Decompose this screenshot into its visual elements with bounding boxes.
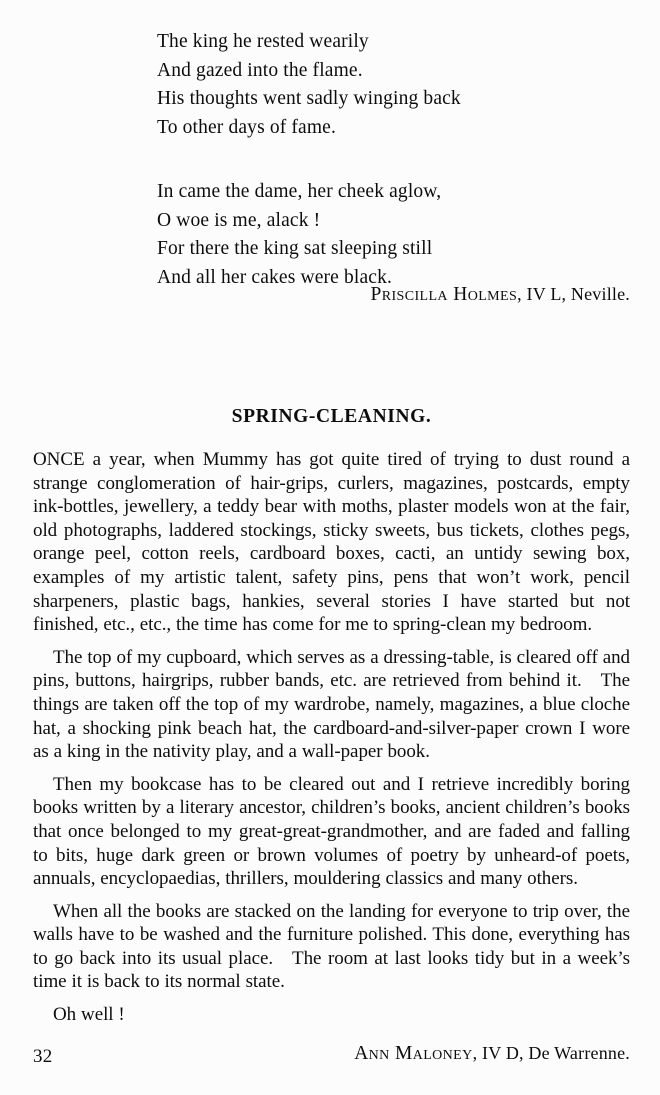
article-author-details: , IV D, De Warrenne. (472, 1042, 630, 1063)
article-paragraph: When all the books are stacked on the landing for everyone to trip over, the walls have to be washed and the furniture polished. This done, everything has to go back into its usual place. The room at last looks tidy but in a week’s time it is back to its normal state. (33, 900, 630, 993)
article-paragraph: ONCE a year, when Mummy has got quite tired of trying to dust round a strange conglomeration of hair-grips, curlers, magazines, postcards, empty ink-bottles, jewellery, a teddy bear with moths, plaster models won at the fair, old photographs, laddered stockings, sticky sweets, bus tickets, clothes pegs, orange peel, cotton reels, cardboard boxes, cacti, an untidy sewing box, examples of my artistic talent, safety pins, pens that won’t work, pencil sharpeners, plastic bags, hankies, several stories I have started but not finished, etc., etc., the time has come for me to spring-clean my bedroom. (33, 449, 630, 636)
poem-attribution (157, 282, 630, 307)
poem-line: His thoughts went sadly winging back (157, 88, 461, 109)
poem-line: O woe is me, alack ! (157, 209, 321, 231)
poem-line: For there the king sat sleeping still (157, 238, 433, 259)
poem-stanza (157, 28, 577, 142)
poem-author-name: Priscilla Holmes (370, 284, 518, 305)
page-number: 32 (33, 1046, 53, 1067)
article-heading: SPRING-CLEANING. (231, 406, 432, 427)
poem-stanza (157, 178, 577, 292)
article-paragraph: Then my bookcase has to be cleared out and I retrieve incredibly boring books written by a literary ancestor, children’s books, ancient children’s books that once belonged to my great-great-grandmother, and are faded and falling to bits, huge dark green or brown volumes of poetry by unheard-of poets, annuals, encyclopaedias, thrillers, mouldering classics and many others. (33, 773, 630, 890)
poem-line: To other days of fame. (157, 116, 336, 138)
article-author-name: Ann Maloney (354, 1042, 473, 1064)
article-paragraph: Oh well ! (53, 1004, 125, 1026)
poem-line: And all her cakes were black. (157, 266, 392, 288)
poem-author-details: , IV L, Neville. (517, 284, 630, 304)
poem-line: And gazed into the flame. (157, 59, 363, 81)
article (33, 406, 630, 1066)
article-attribution (33, 1041, 630, 1066)
poem-line: The king he rested wearily (157, 31, 369, 52)
poem-line: In came the dame, her cheek aglow, (157, 181, 442, 202)
article-paragraph: The top of my cupboard, which serves as a dressing-table, is cleared off and pins, buttons, hairgrips, rubber bands, etc. are retrieved from behind it. The things are taken off the top of my wardrobe, namely, magazines, a blue cloche hat, a shocking pink beach hat, the cardboard-and-silver-paper crown I wore as a king in the nativity play, and a wall-paper book. (33, 646, 630, 763)
